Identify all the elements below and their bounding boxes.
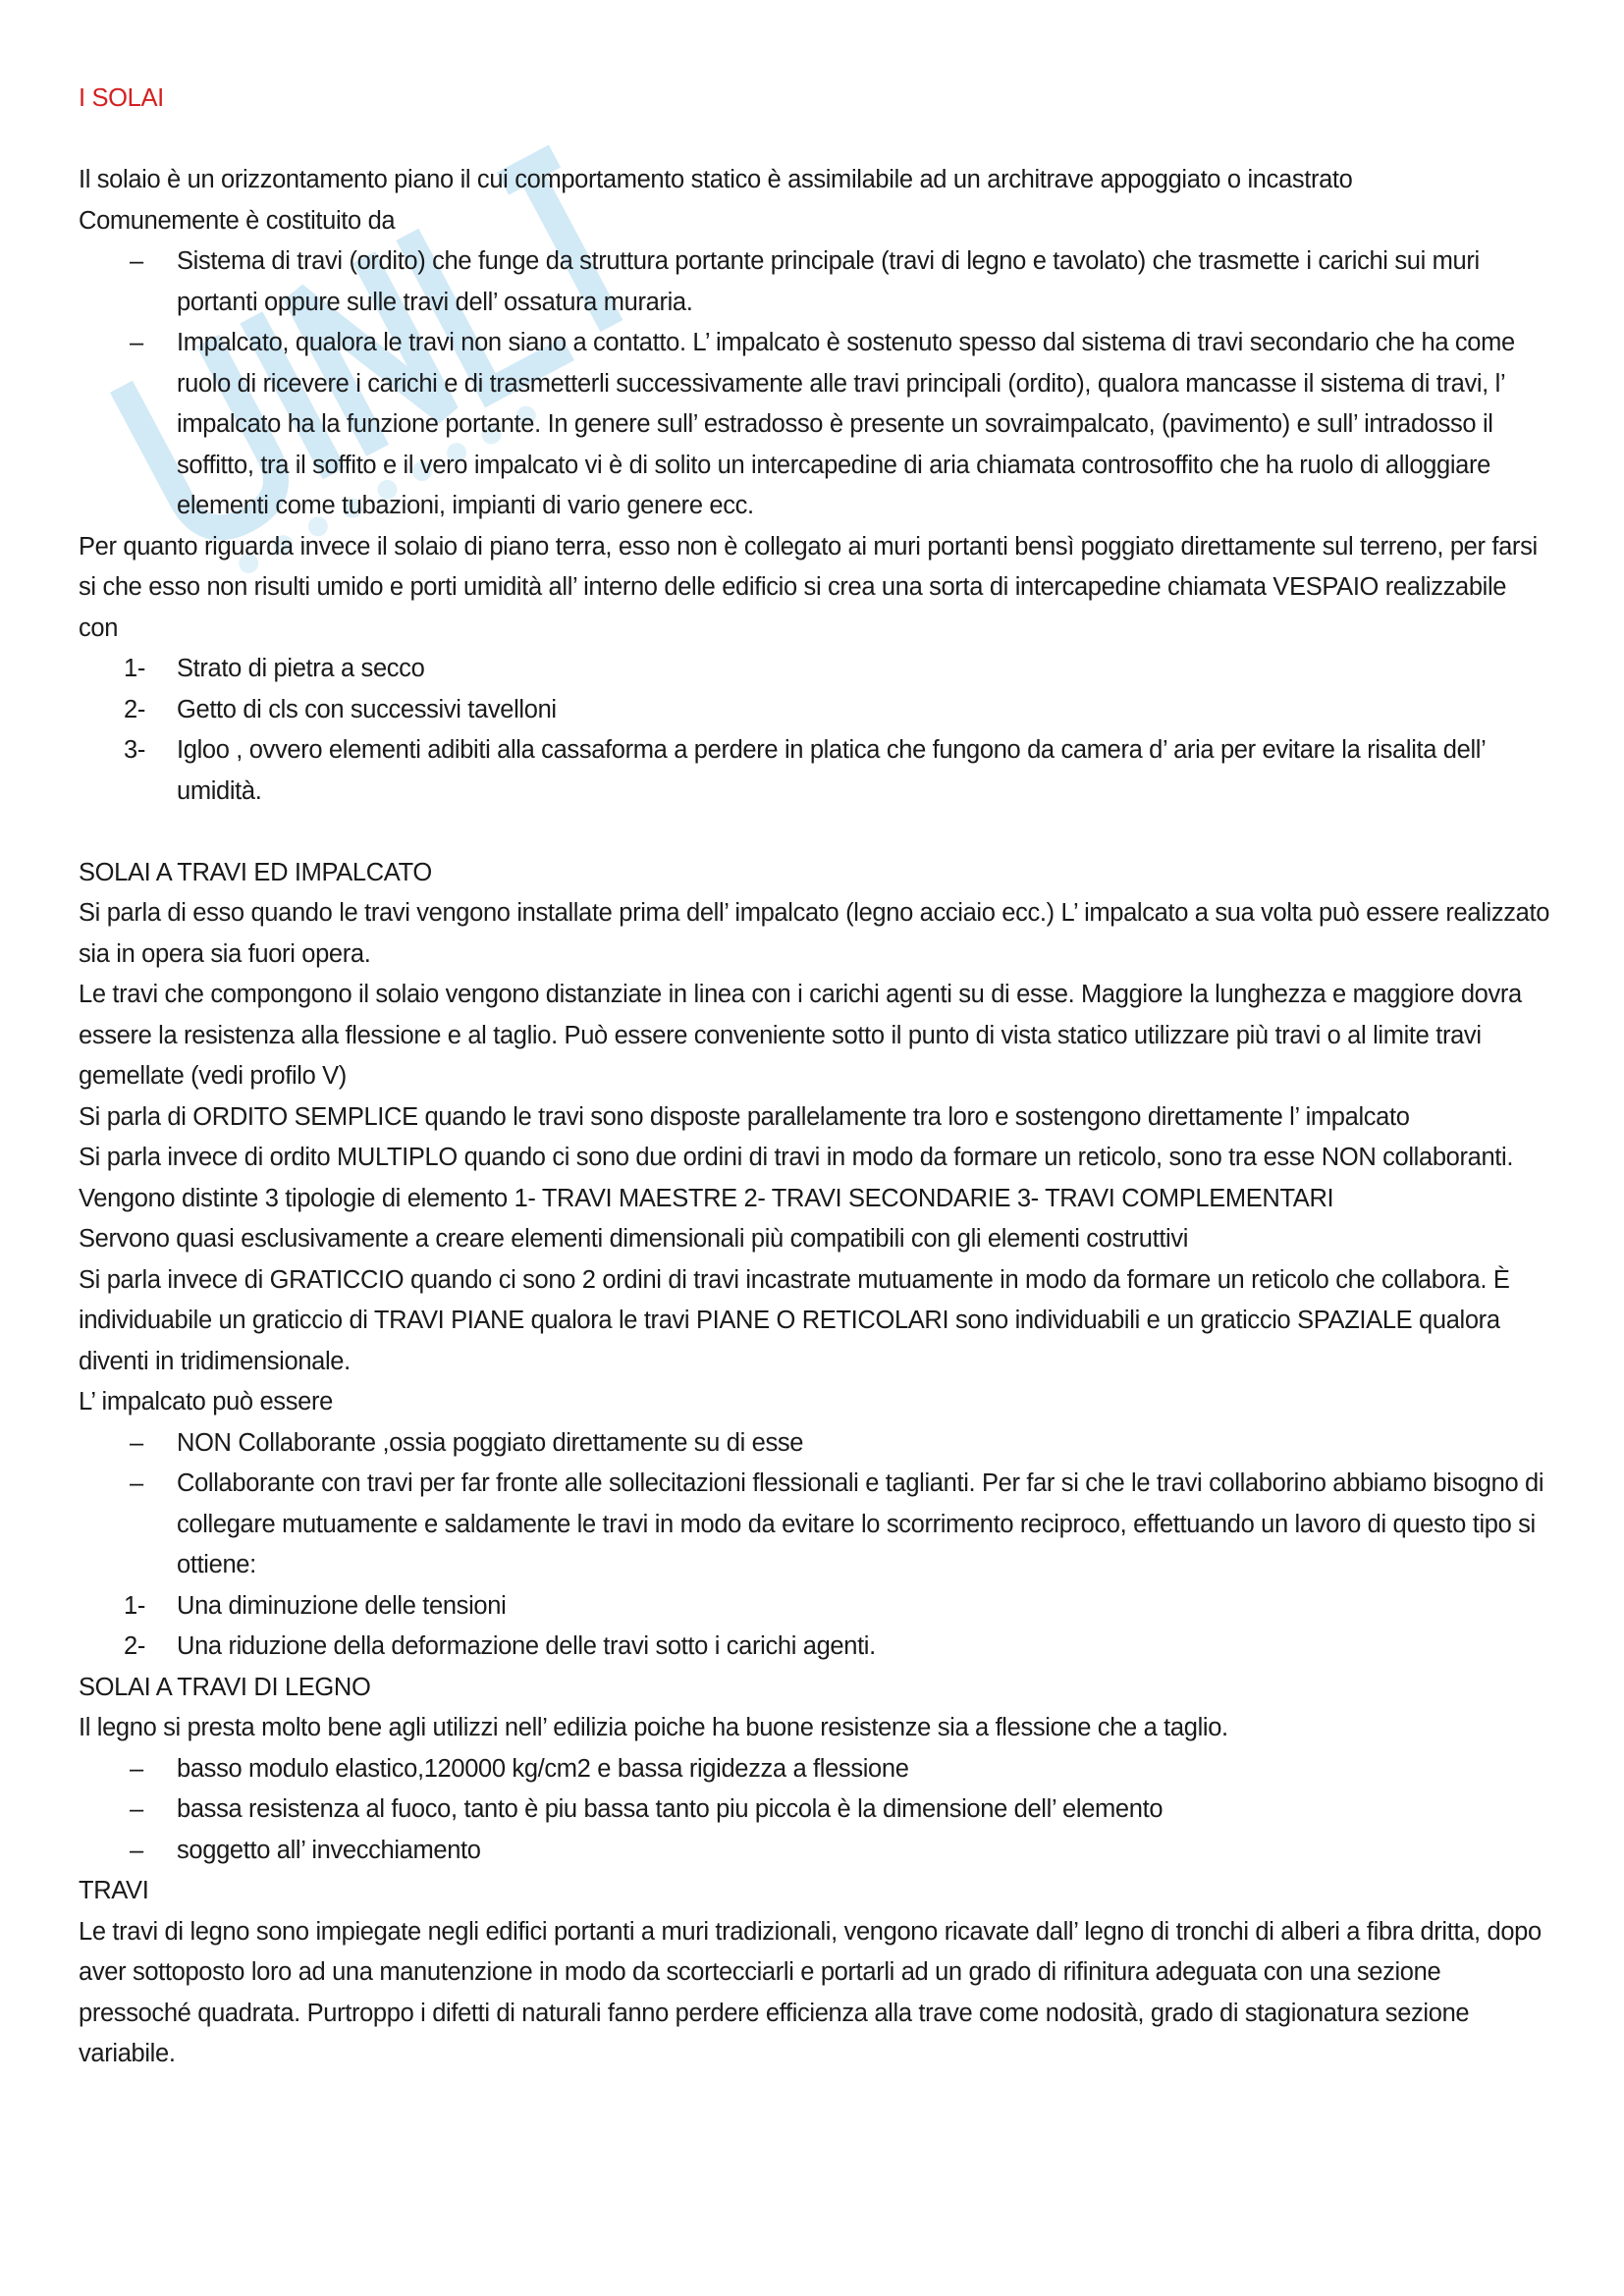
list-item-text: Collaborante con travi per far fronte alle sollecitazioni flessionali e taglianti. Per far si che le travi collaborino abbiamo bisogno di collegare mutuamente e saldamente le travi in modo da evitare lo scorrimento reciproco, effettuando un lavoro di questo tipo si ottiene: [177,1469,1544,1578]
list-item-text: bassa resistenza al fuoco, tanto è piu bassa tanto piu piccola è la dimensione dell’ elemento [177,1795,1164,1823]
list-marker: – [130,1754,143,1783]
list-item [79,1586,1551,1628]
paragraph: Le travi che compongono il solaio vengono distanziate in linea con i carichi agenti su di esse. Maggiore la lunghezza e maggiore dovra essere la resistenza alla flessione e al taglio. Può essere conveniente sotto il punto di vista statico utilizzare più travi o al limite travi gemellate (vedi profilo V) [79,981,1522,1090]
list-marker: – [130,1795,143,1823]
list-item-text: Strato di pietra a secco [177,655,425,682]
list-item-text: soggetto all’ invecchiamento [177,1836,481,1864]
paragraph: Si parla invece di GRATICCIO quando ci sono 2 ordini di travi incastrate mutuamente in modo da formare un reticolo che collabora. È individuabile un graticcio di TRAVI PIANE qualora le travi PIANE O RETICOLARI sono individuabili e un graticcio SPAZIALE qualora diventi in tridimensionale. [79,1265,1510,1375]
list-item [79,690,1551,731]
list-item-text: Sistema di travi (ordito) che funge da struttura portante principale (travi di legno e tavolato) che trasmette i carichi sui muri portanti oppure sulle travi dell’ ossatura muraria. [177,247,1480,316]
document-page [79,79,1551,2075]
paragraph: Le travi di legno sono impiegate negli edifici portanti a muri tradizionali, vengono ricavate dall’ legno di tronchi di alberi a fibra dritta, dopo aver sottoposto loro ad una manutenzione in modo da scortecciarli e portarli ad un grado di rifinitura adeguata con una sezione pressoché quadrata. Purtroppo i difetti di naturali fanno perdere efficienza alla trave come nodosità, grado di stagionatura sezione variabile. [79,1917,1542,2067]
list-marker: – [130,247,143,275]
list-item-text: basso modulo elastico,120000 kg/cm2 e bassa rigidezza a flessione [177,1754,909,1783]
list-item-text: Getto di cls con successivi tavelloni [177,695,557,723]
intro-line-1: Il solaio è un orizzontamento piano il cui comportamento statico è assimilabile ad un architrave appoggiato o incastrato [79,166,1353,193]
paragraph: Si parla invece di ordito MULTIPLO quando ci sono due ordini di travi in modo da formare un reticolo, sono tra esse NON collaboranti. Vengono distinte 3 tipologie di elemento 1- TRAVI MAESTRE 2- TRAVI SECONDARIE 3- TRAVI COMPLEMENTARI [79,1144,1514,1212]
list-item-text: NON Collaborante ,ossia poggiato direttamente su di esse [177,1428,804,1457]
spacer [79,120,1551,161]
list-item [79,649,1551,690]
section-heading: SOLAI A TRAVI DI LEGNO [79,1673,371,1701]
list-item [79,1423,1551,1465]
spacer [79,812,1551,853]
document-title: I SOLAI [79,84,164,112]
list-item-text: Impalcato, qualora le travi non siano a contatto. L’ impalcato è sostenuto spesso dal sistema di travi secondario che ha come ruolo di ricevere i carichi e di trasmetterli successivamente alle travi principali (ordito), qualora mancasse il sistema di travi, l’ impalcato ha la funzione portante. In genere sull’ estradosso è presente un sovraimpalcato, (pavimento) e sull’ intradosso il soffitto, tra il soffito e il vero impalcato vi è di solito un intercapedine di aria chiamata controsoffito che ha ruolo di alloggiare elementi come tubazioni, impianti di vario genere ecc. [177,329,1515,519]
list-item [79,1749,1551,1790]
list-marker: – [130,1836,143,1864]
paragraph: Il legno si presta molto bene agli utilizzi nell’ edilizia poiche ha buone resistenze sia a flessione che a taglio. [79,1714,1228,1741]
list-marker: 1- [124,1591,145,1620]
list-marker: 3- [124,736,145,764]
list-item-text: Una riduzione della deformazione delle travi sotto i carichi agenti. [177,1632,876,1660]
intro-line-2: Comunemente è costituito da [79,206,396,235]
list-item [79,1789,1551,1831]
paragraph: Si parla di esso quando le travi vengono installate prima dell’ impalcato (legno acciaio ecc.) L’ impalcato a sua volta può essere realizzato sia in opera sia fuori opera. [79,899,1550,968]
list-item [79,1627,1551,1668]
list-marker: – [130,1428,143,1457]
list-marker: 1- [124,655,145,682]
list-marker: – [130,329,143,356]
vespaio-paragraph: Per quanto riguarda invece il solaio di piano terra, esso non è collegato ai muri portanti bensì poggiato direttamente sul terreno, per farsi si che esso non risulti umido e porti umidità all’ interno delle edificio si crea una sorta di intercapedine chiamata VESPAIO realizzabile con [79,532,1538,642]
list-item [79,323,1551,527]
section-heading: TRAVI [79,1877,149,1904]
list-marker: 2- [124,695,145,723]
list-item [79,1831,1551,1872]
list-marker: – [130,1469,143,1497]
list-item [79,1464,1551,1586]
paragraph: Si parla di ORDITO SEMPLICE quando le travi sono disposte parallelamente tra loro e sostengono direttamente l’ impalcato [79,1102,1410,1131]
list-item-text: Una diminuzione delle tensioni [177,1591,507,1620]
paragraph: Servono quasi esclusivamente a creare elementi dimensionali più compatibili con gli elementi costruttivi [79,1225,1189,1253]
list-item-text: Igloo , ovvero elementi adibiti alla cassaforma a perdere in platica che fungono da camera d’ aria per evitare la risalita dell’ umidità. [177,736,1486,805]
section-heading: SOLAI A TRAVI ED IMPALCATO [79,858,432,886]
list-item [79,241,1551,323]
list-item [79,730,1551,812]
list-marker: 2- [124,1632,145,1660]
paragraph: L’ impalcato può essere [79,1388,333,1415]
